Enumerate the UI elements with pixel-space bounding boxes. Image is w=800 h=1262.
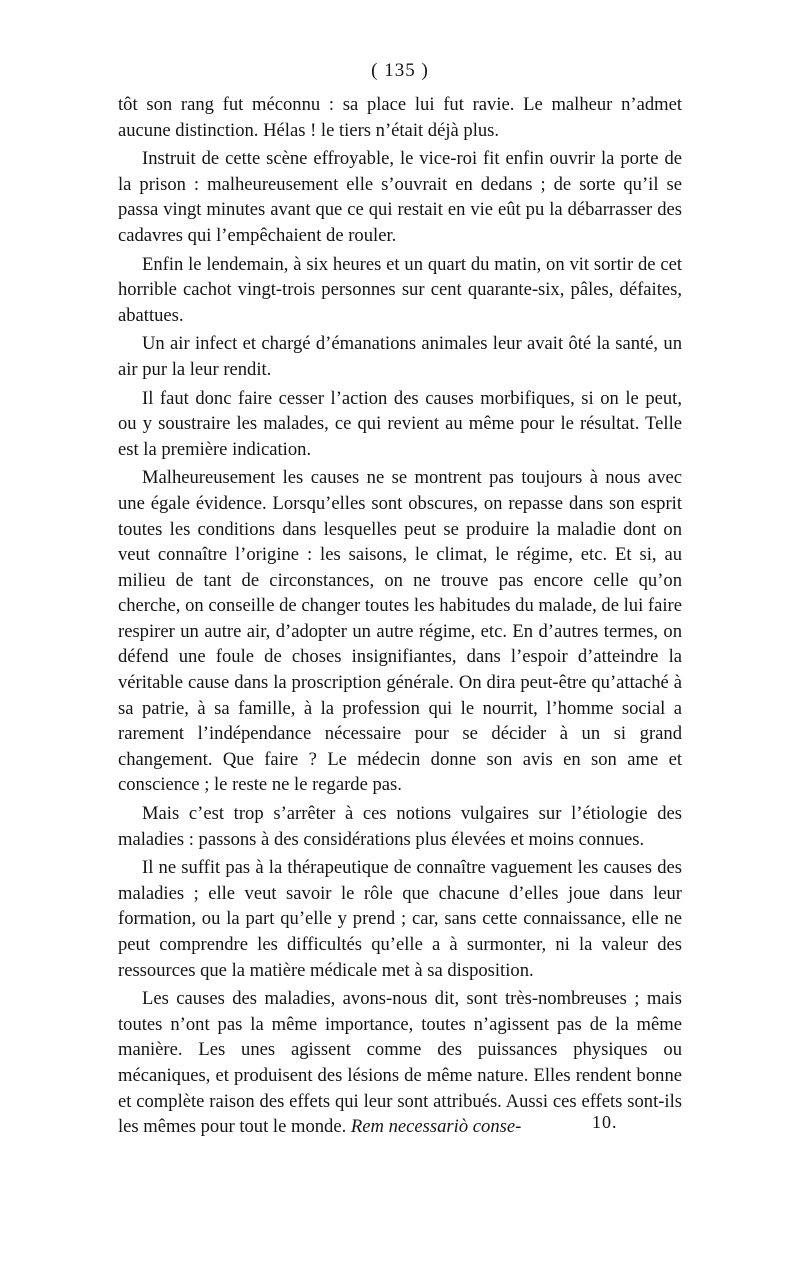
signature-mark: 10.	[592, 1112, 618, 1132]
paragraph-7: Mais c’est trop s’arrêter à ces notions vulgaires sur l’étiologie des maladies : passons à des considérations plus élevées et moins connues.	[118, 803, 682, 850]
paragraph-3: Enfin le lendemain, à six heures et un quart du matin, on vit sortir de cet horrible cachot vingt-trois personnes sur cent quarante-six, pâles, défaites, abattues.	[118, 253, 682, 326]
paragraph-6: Malheureusement les causes ne se montrent pas toujours à nous avec une égale évidence. Lorsqu’elles sont obscures, on repasse dans son esprit toutes les conditions dans lesquelles peut se produire la maladie dont on veut connaître l’origine : les saisons, le climat, le régime, etc. Et si, au milieu de tant de circonstances, on ne trouve pas encore celle qu’on cherche, on conseille de changer toutes les habitudes du malade, de lui faire respirer un autre air, d’adopter un autre régime, etc. En d’autres termes, on défend une foule de choses insignifiantes, dans l’espoir d’atteindre la véritable cause dans la proscription générale. On dira peut-être qu’attaché à sa patrie, à sa famille, à la profession qui le nourrit, l’homme social a rarement l’indépendance nécessaire pour se décider à un si grand changement. Que faire ? Le médecin donne son avis en son ame et conscience ; le reste ne le regarde pas.	[118, 467, 682, 796]
paragraph-4: Un air infect et chargé d’émanations animales leur avait ôté la santé, un air pur la leur rendit.	[118, 333, 682, 380]
paragraph-2: Instruit de cette scène effroyable, le vice-roi fit enfin ouvrir la porte de la prison : malheureusement elle s’ouvrait en dedans ; de sorte qu’il se passa vingt minutes avant que ce qui restait en vie eût pu la débarrasser des cadavres qui l’empêchaient de rouler.	[118, 148, 682, 246]
paragraph-5: Il faut donc faire cesser l’action des causes morbifiques, si on le peut, ou y soustraire les malades, ce qui revient au même pour le résultat. Telle est la première indication.	[118, 387, 682, 460]
paragraph-1: tôt son rang fut méconnu : sa place lui fut ravie. Le malheur n’admet aucune distinction. Hélas ! le tiers n’était déjà plus.	[118, 94, 682, 141]
latin-phrase: Rem necessariò conse-	[350, 1116, 522, 1138]
body-text	[118, 92, 682, 1140]
paragraph-8: Il ne suffit pas à la thérapeutique de connaître vaguement les causes des maladies ; elle veut savoir le rôle que chacune d’elles joue dans leur formation, ou la part qu’elle y prend ; car, sans cette connaissance, elle ne peut comprendre les difficultés qu’elle a à surmonter, ni la valeur des ressources que la matière médicale met à sa disposition.	[118, 857, 682, 981]
paragraph-9-text: Les causes des maladies, avons-nous dit, sont très-nombreuses ; mais toutes n’ont pas la même importance, toutes n’agissent pas de la même manière. Les unes agissent comme des puissances physiques ou mécaniques, et produisent des lésions de même nature. Elles rendent bonne et complète raison des effets qui leur sont attribués. Aussi ces effets sont-ils les mêmes pour tout le monde.	[118, 988, 682, 1138]
page-number: ( 135 )	[371, 60, 429, 81]
